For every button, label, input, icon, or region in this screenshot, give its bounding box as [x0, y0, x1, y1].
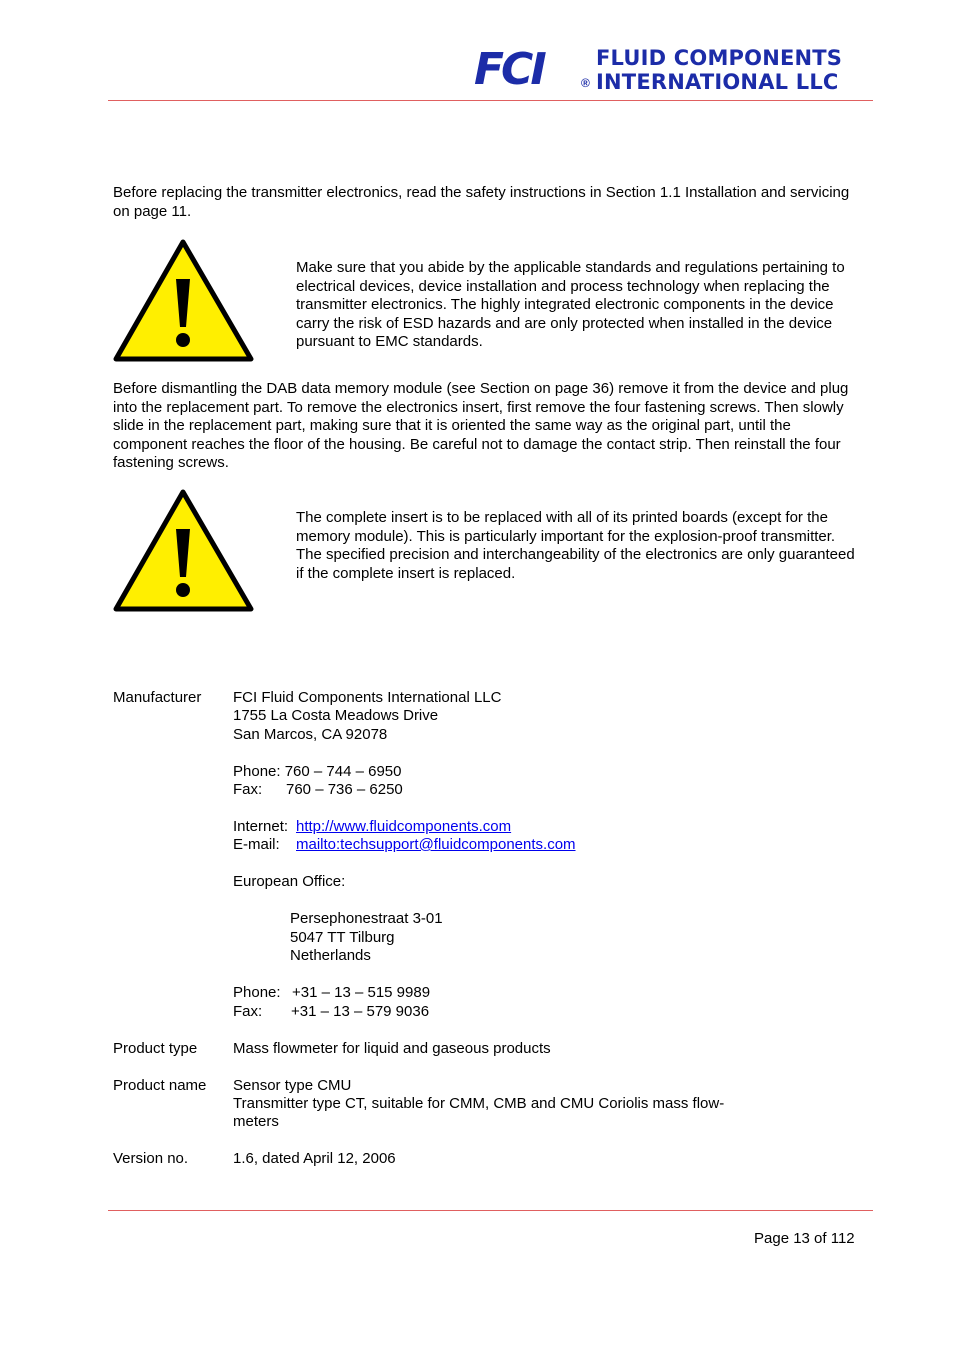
eu-fax-label: Fax: — [233, 1003, 263, 1020]
email-label: E-mail: — [233, 836, 280, 853]
email-link[interactable]: mailto:techsupport@fluidcomponents.com — [296, 836, 576, 853]
page-number: Page 13 of 112 — [754, 1230, 855, 1247]
product-name-line3: meters — [233, 1113, 279, 1130]
version-value: 1.6, dated April 12, 2006 — [233, 1150, 396, 1167]
version-label: Version no. — [113, 1150, 189, 1167]
manufacturer-label: Manufacturer — [113, 689, 202, 706]
city-address: San Marcos, CA 92078 — [233, 726, 388, 743]
footer-rule — [108, 1210, 873, 1211]
company-name-text: FCI Fluid Components International LLC — [233, 689, 502, 706]
warning-icon — [113, 239, 254, 363]
product-type-value: Mass flowmeter for liquid and gaseous products — [233, 1040, 551, 1057]
european-office-heading: European Office: — [233, 873, 346, 890]
eu-city-address: 5047 TT Tilburg — [290, 929, 395, 946]
internet-label: Internet: — [233, 818, 289, 835]
product-name-line1: Sensor type CMU — [233, 1077, 352, 1094]
company-logo — [474, 44, 864, 96]
street-address: 1755 La Costa Meadows Drive — [233, 707, 439, 724]
warning-text-esd: Make sure that you abide by the applicable standards and regulations pertaining to electrical devices, device installation and process technology when replacing the transmitter electronics. The highly integrated electronic components in the device carry the risk of ESD hazards and are only protected when installed in the device pursuant to EMC standards. — [296, 259, 845, 350]
company-name-line2: INTERNATIONAL LLC — [596, 70, 839, 94]
warning-text-insert: The complete insert is to be replaced with all of its printed boards (except for the memory module). This is particularly important for the explosion-proof transmitter. The specified precision and interchangeability of the electronics are only guaranteed if the complete insert is replaced. — [296, 509, 855, 582]
eu-country: Netherlands — [290, 947, 371, 964]
eu-phone-label: Phone: — [233, 984, 281, 1001]
eu-street-address: Persephonestraat 3-01 — [290, 910, 443, 927]
fax-number: 760 – 736 – 6250 — [286, 781, 403, 798]
intro-paragraph: Before replacing the transmitter electronics, read the safety instructions in Section 1.1 Installation and servicing on page 11. — [113, 184, 850, 220]
dismantle-paragraph: Before dismantling the DAB data memory module (see Section on page 36) remove it from the device and plug into the replacement part. To remove the electronics insert, first remove the four fastening screws. Then slowly slide in the replacement part, making sure that it is oriented the same way as the original part, until the component reaches the floor of the housing. Be careful not to damage the contact strip. Then reinstall the four fastening screws. — [113, 380, 849, 471]
company-name-line1: FLUID COMPONENTS — [596, 46, 843, 70]
product-name-label: Product name — [113, 1077, 207, 1094]
logo-mark: FCI — [474, 44, 544, 95]
warning-icon — [113, 489, 254, 613]
eu-phone-number: +31 – 13 – 515 9989 — [292, 984, 431, 1001]
website-link[interactable]: http://www.fluidcomponents.com — [296, 818, 512, 835]
registered-mark: ® — [581, 76, 590, 90]
fax-label: Fax: — [233, 781, 263, 798]
product-name-line2: Transmitter type CT, suitable for CMM, CMB and CMU Coriolis mass flow- — [233, 1095, 725, 1112]
company-name — [596, 46, 842, 94]
product-type-label: Product type — [113, 1040, 198, 1057]
header-rule — [108, 100, 873, 101]
eu-fax-number: +31 – 13 – 579 9036 — [291, 1003, 430, 1020]
phone-number: Phone: 760 – 744 – 6950 — [233, 763, 402, 780]
